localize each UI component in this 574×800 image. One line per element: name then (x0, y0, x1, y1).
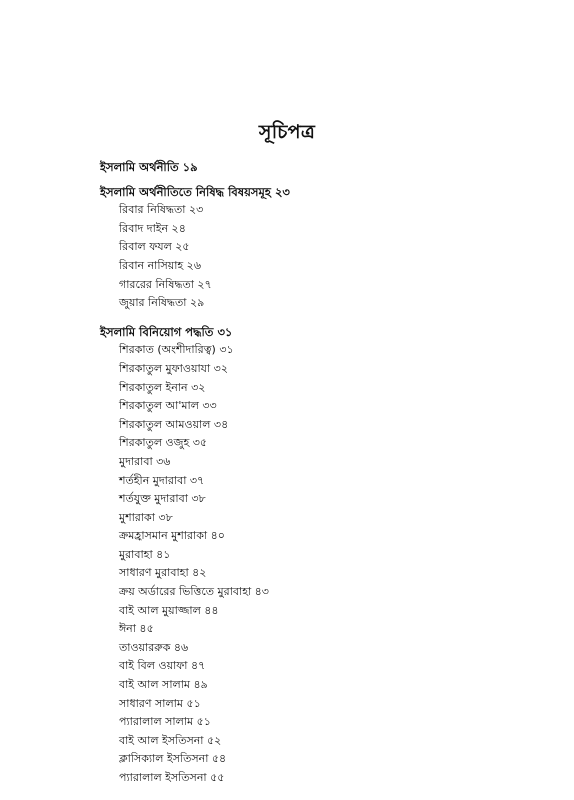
toc-entry: রিবাদ দাইন ২৪ (119, 221, 186, 235)
toc-entry: বাই আল সালাম ৪৯ (119, 678, 208, 692)
toc-section (100, 323, 520, 788)
toc-section-heading: ইসলামি অর্থনীতিতে নিষিদ্ধ বিষয়সমূহ ২৩ (100, 184, 290, 199)
toc-entry: শর্তহীন মুদারাবা ৩৭ (119, 473, 205, 487)
toc-entry: প্যারালাল ইসতিসনা ৫৫ (119, 771, 225, 784)
page-title: সূচিপত্র (258, 121, 316, 143)
toc-entry: জুয়ার নিষিদ্ধতা ২৯ (119, 296, 205, 310)
toc-section (100, 158, 520, 177)
toc-entry: শিরকাতুল ওজুহ ৩৫ (119, 436, 208, 450)
toc-entry: মুশারাকা ৩৮ (119, 510, 173, 524)
toc-entry: বাই আল ইসতিসনা ৫২ (119, 733, 222, 747)
toc-entry: মুদারাবা ৩৬ (119, 454, 171, 468)
toc-section-heading: ইসলামি বিনিয়োগ পদ্ধতি ৩১ (100, 324, 233, 339)
toc-entry: শিরকাতুল ইনান ৩২ (119, 380, 206, 394)
toc-entry: সাধারণ মুরাবাহা ৪২ (119, 566, 207, 580)
toc-entry: বাই আল মুয়াজ্জাল ৪৪ (119, 603, 219, 617)
toc-entry: ঈনা ৪৫ (119, 622, 154, 636)
toc-entry: শিরকাতুল মুফাওয়াযা ৩২ (119, 361, 228, 375)
toc-entry: তাওয়াররুক ৪৬ (119, 640, 189, 654)
toc-entry: রিবার নিষিদ্ধতা ২৩ (119, 203, 204, 217)
toc-entry: বাই বিল ওয়াফা ৪৭ (119, 659, 206, 673)
toc-entry-list (100, 341, 520, 787)
table-of-contents (100, 158, 520, 788)
toc-entry: ক্লাসিক্যাল ইসতিসনা ৫৪ (119, 752, 227, 766)
toc-entry: গাররের নিষিদ্ধতা ২৭ (119, 277, 212, 291)
toc-entry: রিবান নাসিয়াহ ২৬ (119, 258, 201, 272)
toc-entry: শিরকাত (অংশীদারিত্ব) ৩১ (119, 343, 234, 357)
toc-entry: ক্রয় অর্ডারের ভিত্তিতে মুরাবাহা ৪৩ (119, 585, 269, 599)
toc-entry: শিরকাতুল আমওয়াল ৩৪ (119, 417, 229, 431)
toc-entry: শর্তযুক্ত মুদারাবা ৩৮ (119, 492, 206, 506)
toc-section (100, 183, 520, 313)
toc-entry-list (100, 201, 520, 313)
toc-entry: মুরাবাহা ৪১ (119, 547, 171, 561)
toc-entry: সাধারণ সালাম ৫১ (119, 696, 201, 710)
toc-section-heading: ইসলামি অর্থনীতি ১৯ (100, 160, 198, 174)
toc-entry: শিরকাতুল আ'মাল ৩৩ (119, 399, 217, 413)
toc-entry: ক্রমহ্রাসমান মুশারাকা ৪০ (119, 529, 225, 543)
toc-entry: প্যারালাল সালাম ৫১ (119, 715, 211, 729)
toc-entry: রিবাল ফযল ২৫ (119, 240, 190, 254)
